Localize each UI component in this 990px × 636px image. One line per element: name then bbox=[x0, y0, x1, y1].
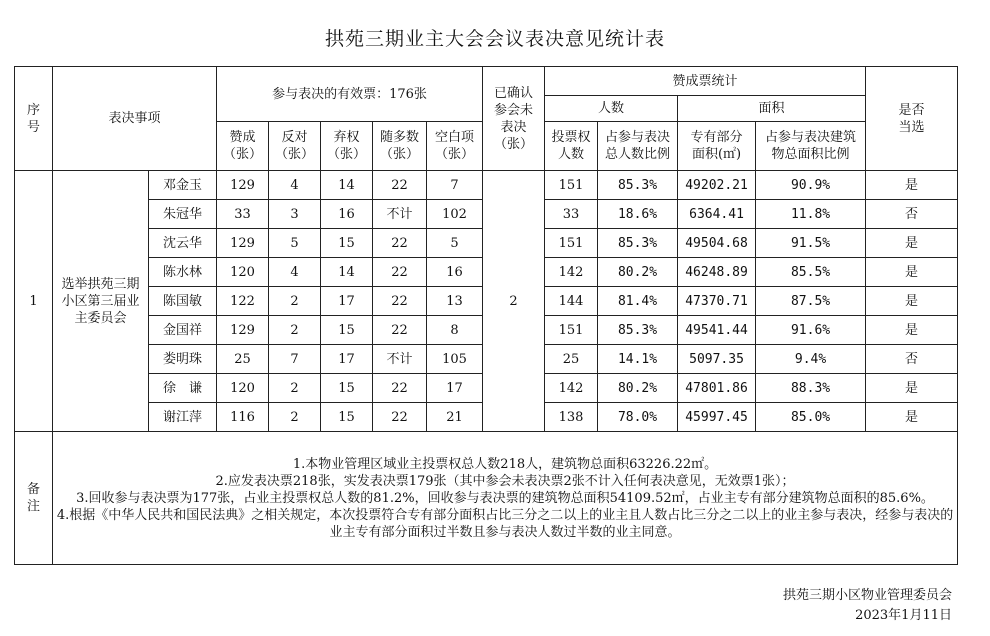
people-ratio: 80.2% bbox=[598, 374, 678, 403]
blank-count: 5 bbox=[427, 229, 483, 258]
elected-status: 是 bbox=[866, 374, 958, 403]
elected-status: 否 bbox=[866, 200, 958, 229]
candidate-name: 沈云华 bbox=[149, 229, 217, 258]
abstain-count: 15 bbox=[321, 403, 373, 432]
abstain-count: 17 bbox=[321, 345, 373, 374]
area-ratio: 88.3% bbox=[756, 374, 866, 403]
owner-votes: 33 bbox=[545, 200, 598, 229]
approve-count: 122 bbox=[217, 287, 269, 316]
note-2: 2.应发表决票218张，实发表决票179张（其中参会未表决票2张不计入任何表决意见，无效票1张）； bbox=[215, 473, 795, 489]
table-row bbox=[15, 171, 958, 200]
matter-description: 选举拱苑三期 小区第三届业 主委员会 bbox=[53, 171, 149, 432]
page-title: 拱苑三期业主大会会议表决意见统计表 bbox=[324, 28, 665, 50]
note-4: 4.根据《中华人民共和国民法典》之相关规定，本次投票符合专有部分面积占比三分之二以上的业主且人数占比三分之二以上的业主参与表决，经参与表决的业主专有部分面积过半数且参与表决人数过半数的业主同意。 bbox=[56, 507, 954, 540]
blank-count: 102 bbox=[427, 200, 483, 229]
area-ratio: 91.5% bbox=[756, 229, 866, 258]
header-area-ratio: 占参与表决建筑 物总面积比例 bbox=[756, 122, 866, 171]
header-oppose: 反对 （张） bbox=[269, 122, 321, 171]
blank-count: 7 bbox=[427, 171, 483, 200]
approve-count: 120 bbox=[217, 258, 269, 287]
header-owner-area: 专有部分 面积(㎡) bbox=[678, 122, 756, 171]
owner-votes: 144 bbox=[545, 287, 598, 316]
elected-status: 是 bbox=[866, 171, 958, 200]
people-ratio: 80.2% bbox=[598, 258, 678, 287]
signature-date: 2023年1月11日 bbox=[855, 608, 952, 623]
blank-count: 8 bbox=[427, 316, 483, 345]
blank-count: 16 bbox=[427, 258, 483, 287]
owner-area: 49504.68 bbox=[678, 229, 756, 258]
follow-count: 不计 bbox=[373, 345, 427, 374]
note-3: 3.回收参与表决票为177张，占业主投票权总人数的81.2%，回收参与表决票的建筑物总面积54109.52㎡，占业主专有部分建筑物总面积的85.6%。 bbox=[76, 490, 934, 506]
follow-count: 22 bbox=[373, 258, 427, 287]
follow-count: 22 bbox=[373, 229, 427, 258]
approve-count: 129 bbox=[217, 171, 269, 200]
oppose-count: 5 bbox=[269, 229, 321, 258]
notes-label: 备 注 bbox=[15, 432, 53, 565]
area-ratio: 85.5% bbox=[756, 258, 866, 287]
follow-count: 不计 bbox=[373, 200, 427, 229]
candidate-name: 朱冠华 bbox=[149, 200, 217, 229]
follow-count: 22 bbox=[373, 316, 427, 345]
blank-count: 105 bbox=[427, 345, 483, 374]
oppose-count: 7 bbox=[269, 345, 321, 374]
follow-count: 22 bbox=[373, 403, 427, 432]
oppose-count: 2 bbox=[269, 374, 321, 403]
header-abstain: 弃权 （张） bbox=[321, 122, 373, 171]
oppose-count: 2 bbox=[269, 403, 321, 432]
owner-area: 46248.89 bbox=[678, 258, 756, 287]
people-ratio: 18.6% bbox=[598, 200, 678, 229]
candidate-name: 邓金玉 bbox=[149, 171, 217, 200]
candidate-name: 徐 谦 bbox=[149, 374, 217, 403]
owner-area: 47801.86 bbox=[678, 374, 756, 403]
candidate-name: 陈国敏 bbox=[149, 287, 217, 316]
owner-votes: 151 bbox=[545, 171, 598, 200]
approve-count: 129 bbox=[217, 316, 269, 345]
elected-status: 是 bbox=[866, 258, 958, 287]
elected-status: 是 bbox=[866, 316, 958, 345]
abstain-count: 14 bbox=[321, 258, 373, 287]
people-ratio: 85.3% bbox=[598, 316, 678, 345]
header-serial: 序 号 bbox=[15, 67, 53, 171]
area-ratio: 9.4% bbox=[756, 345, 866, 374]
owner-votes: 142 bbox=[545, 374, 598, 403]
follow-count: 22 bbox=[373, 287, 427, 316]
note-1: 1.本物业管理区域业主投票权总人数218人，建筑物总面积63226.22㎡。 bbox=[292, 456, 718, 472]
abstain-count: 14 bbox=[321, 171, 373, 200]
abstain-count: 15 bbox=[321, 229, 373, 258]
header-item: 表决事项 bbox=[53, 67, 217, 171]
abstain-count: 15 bbox=[321, 374, 373, 403]
header-approve: 赞成 （张） bbox=[217, 122, 269, 171]
owner-area: 45997.45 bbox=[678, 403, 756, 432]
people-ratio: 85.3% bbox=[598, 171, 678, 200]
abstain-count: 17 bbox=[321, 287, 373, 316]
blank-count: 17 bbox=[427, 374, 483, 403]
oppose-count: 3 bbox=[269, 200, 321, 229]
owner-votes: 151 bbox=[545, 229, 598, 258]
header-owner-votes: 投票权 人数 bbox=[545, 122, 598, 171]
header-valid-votes: 参与表决的有效票：176张 bbox=[217, 67, 483, 122]
candidate-name: 金国祥 bbox=[149, 316, 217, 345]
area-ratio: 87.5% bbox=[756, 287, 866, 316]
follow-count: 22 bbox=[373, 374, 427, 403]
header-area: 面积 bbox=[678, 96, 866, 122]
signature-organization: 拱苑三期小区物业管理委员会 bbox=[782, 588, 952, 603]
vote-statistics-table bbox=[14, 66, 958, 565]
owner-votes: 151 bbox=[545, 316, 598, 345]
confirmed-not-voted: 2 bbox=[483, 171, 545, 432]
header-confirmed-not-voted: 已确认 参会未 表决 （张） bbox=[483, 67, 545, 171]
area-ratio: 90.9% bbox=[756, 171, 866, 200]
header-elected: 是否 当选 bbox=[866, 67, 958, 171]
area-ratio: 85.0% bbox=[756, 403, 866, 432]
candidate-name: 陈水林 bbox=[149, 258, 217, 287]
header-blank: 空白项 （张） bbox=[427, 122, 483, 171]
approve-count: 25 bbox=[217, 345, 269, 374]
owner-votes: 25 bbox=[545, 345, 598, 374]
abstain-count: 15 bbox=[321, 316, 373, 345]
approve-count: 116 bbox=[217, 403, 269, 432]
candidate-name: 谢江萍 bbox=[149, 403, 217, 432]
area-ratio: 11.8% bbox=[756, 200, 866, 229]
approve-count: 33 bbox=[217, 200, 269, 229]
owner-area: 47370.71 bbox=[678, 287, 756, 316]
header-people: 人数 bbox=[545, 96, 678, 122]
owner-area: 49202.21 bbox=[678, 171, 756, 200]
owner-votes: 142 bbox=[545, 258, 598, 287]
header-people-ratio: 占参与表决 总人数比例 bbox=[598, 122, 678, 171]
oppose-count: 4 bbox=[269, 258, 321, 287]
owner-votes: 138 bbox=[545, 403, 598, 432]
elected-status: 是 bbox=[866, 229, 958, 258]
abstain-count: 16 bbox=[321, 200, 373, 229]
serial-number: 1 bbox=[15, 171, 53, 432]
notes-content bbox=[53, 432, 958, 565]
people-ratio: 78.0% bbox=[598, 403, 678, 432]
owner-area: 5097.35 bbox=[678, 345, 756, 374]
approve-count: 129 bbox=[217, 229, 269, 258]
header-approve-stats: 赞成票统计 bbox=[545, 67, 866, 96]
approve-count: 120 bbox=[217, 374, 269, 403]
oppose-count: 2 bbox=[269, 316, 321, 345]
header-follow-majority: 随多数 （张） bbox=[373, 122, 427, 171]
area-ratio: 91.6% bbox=[756, 316, 866, 345]
blank-count: 21 bbox=[427, 403, 483, 432]
oppose-count: 4 bbox=[269, 171, 321, 200]
elected-status: 是 bbox=[866, 287, 958, 316]
candidate-name: 娄明珠 bbox=[149, 345, 217, 374]
owner-area: 49541.44 bbox=[678, 316, 756, 345]
oppose-count: 2 bbox=[269, 287, 321, 316]
elected-status: 否 bbox=[866, 345, 958, 374]
people-ratio: 81.4% bbox=[598, 287, 678, 316]
blank-count: 13 bbox=[427, 287, 483, 316]
people-ratio: 85.3% bbox=[598, 229, 678, 258]
owner-area: 6364.41 bbox=[678, 200, 756, 229]
elected-status: 是 bbox=[866, 403, 958, 432]
notes-row bbox=[15, 432, 958, 565]
follow-count: 22 bbox=[373, 171, 427, 200]
people-ratio: 14.1% bbox=[598, 345, 678, 374]
